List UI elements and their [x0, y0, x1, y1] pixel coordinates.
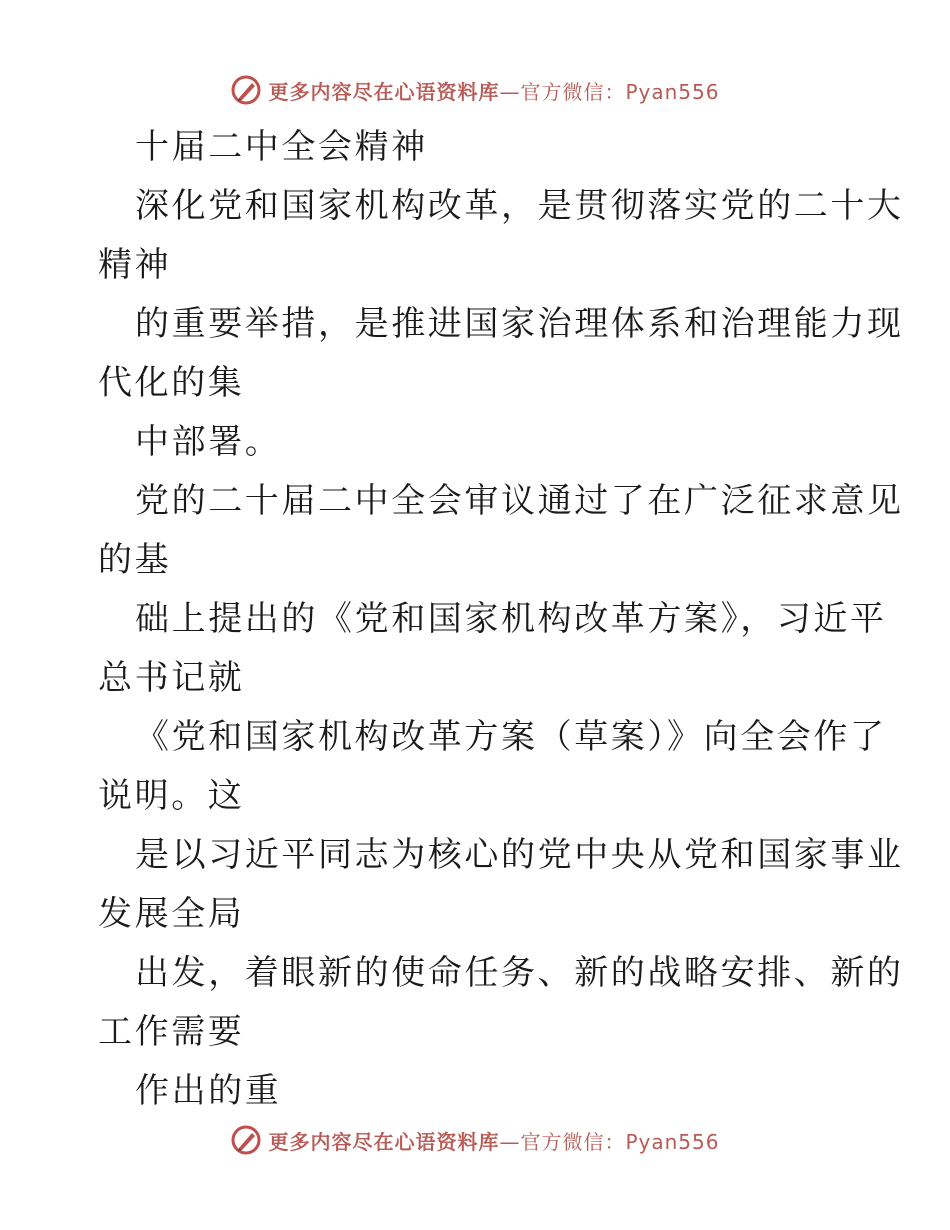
text-line: 中部署。: [135, 422, 282, 462]
footer-wechat: —官方微信：Pyan556: [499, 1129, 720, 1154]
text-line: 深化党和国家机构改革，是贯彻落实党的二十大: [135, 186, 904, 226]
text-line: 出发，着眼新的使命任务、新的战略安排、新的: [135, 953, 904, 993]
text-line: 十届二中全会精神: [135, 127, 428, 167]
text-line: 精神: [98, 245, 172, 285]
text-line: 工作需要: [98, 1012, 245, 1052]
pen-logo-icon: [230, 74, 262, 106]
text-line: 总书记就: [98, 658, 245, 698]
text-line: 党的二十届二中全会审议通过了在广泛征求意见: [135, 481, 904, 521]
text-line: 的重要举措，是推进国家治理体系和治理能力现: [135, 304, 904, 344]
footer-brand: 更多内容尽在心语资料库: [268, 1129, 500, 1154]
text-line: 《党和国家机构改革方案（草案）》向全会作了: [135, 717, 887, 757]
page-footer: [0, 1118, 950, 1162]
header-brand: 更多内容尽在心语资料库: [268, 79, 500, 104]
pen-logo-icon: [230, 1124, 262, 1156]
text-line: 发展全局: [98, 894, 245, 934]
text-line: 础上提出的《党和国家机构改革方案》，习近平: [135, 599, 887, 639]
text-line: 说明。这: [98, 776, 245, 816]
text-line: 的基: [98, 540, 172, 580]
text-line: 作出的重: [135, 1071, 282, 1111]
document-body: [98, 118, 904, 1121]
page-header: [0, 68, 950, 112]
header-wechat: —官方微信：Pyan556: [499, 79, 720, 104]
text-line: 代化的集: [98, 363, 245, 403]
text-line: 是以习近平同志为核心的党中央从党和国家事业: [135, 835, 904, 875]
